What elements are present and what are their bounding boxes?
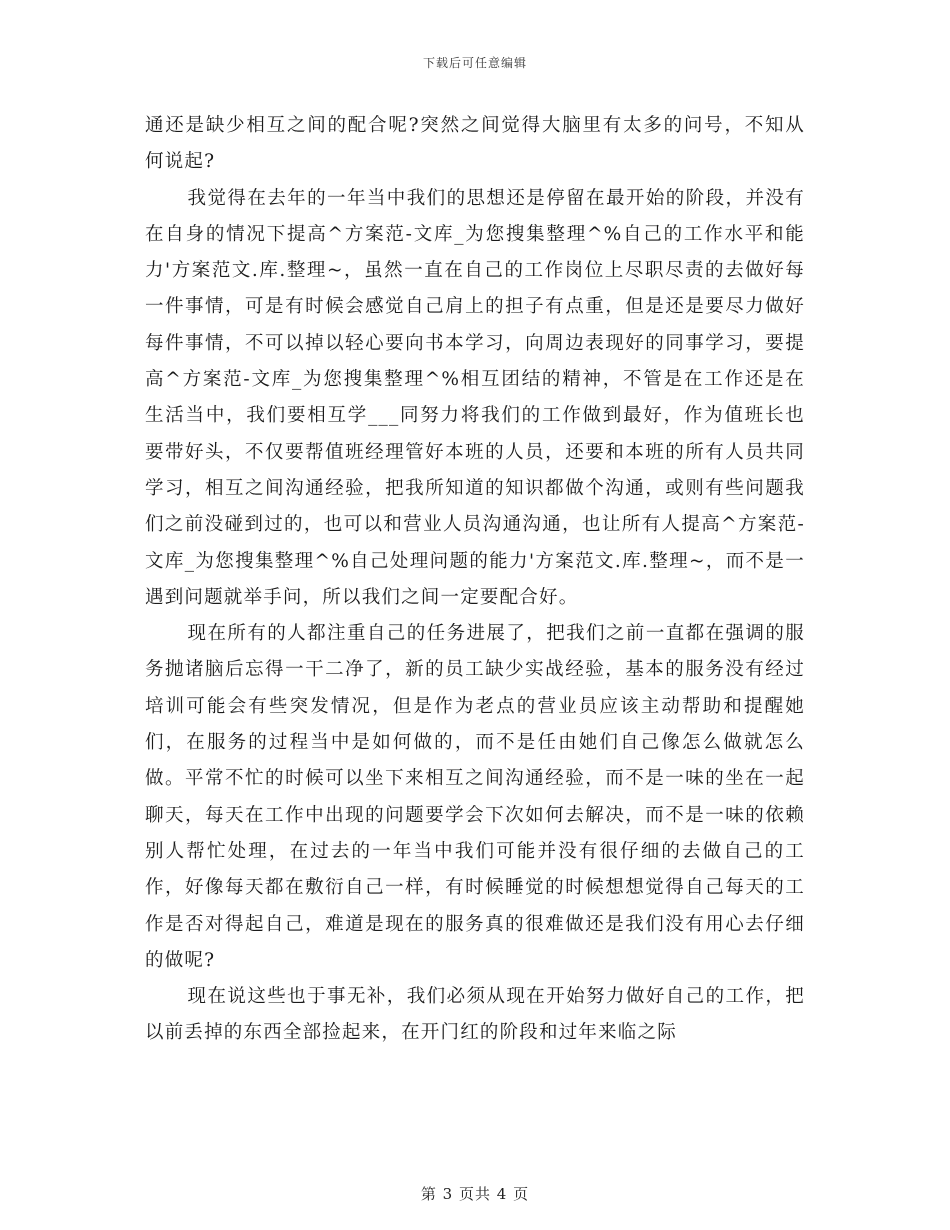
- page-header: 下载后可任意编辑: [422, 56, 527, 70]
- page-footer: 第 3 页共 4 页: [420, 1185, 530, 1203]
- paragraph-3: 现在所有的人都注重自己的任务进展了，把我们之前一直都在强调的服务抛诸脑后忘得一干二净了，新的员工缺少实战经验，基本的服务没有经过培训可能会有些突发情况，但是作为老点的营业员应该主动帮助和提醒她们，在服务的过程当中是如何做的，而不是任由她们自己像怎么做就怎么做。平常不忙的时候可以坐下来相互之间沟通经验，而不是一味的坐在一起聊天，每天在工作中出现的问题要学会下次如何去解决，而不是一味的依赖别人帮忙处理，在过去的一年当中我们可能并没有很仔细的去做自己的工作，好像每天都在敷衍自己一样，有时候睡觉的时候想想觉得自己每天的工作是否对得起自己，难道是现在的服务真的很难做还是我们没有用心去仔细的做呢?: [145, 623, 805, 971]
- paragraph-1-continued: 通还是缺少相互之间的配合呢?突然之间觉得大脑里有太多的问号，不知从何说起?: [145, 115, 805, 173]
- paragraph-4: 现在说这些也于事无补，我们必须从现在开始努力做好自己的工作，把以前丢掉的东西全部捡起来，在开门红的阶段和过年来临之际: [145, 986, 805, 1044]
- paragraph-2: 我觉得在去年的一年当中我们的思想还是停留在最开始的阶段，并没有在自身的情况下提高^方案范-文库_为您搜集整理^%自己的工作水平和能力'方案范文.库.整理~，虽然一直在自己的工作岗位上尽职尽责的去做好每一件事情，可是有时候会感觉自己肩上的担子有点重，但是还是要尽力做好每件事情，不可以掉以轻心要向书本学习，向周边表现好的同事学习，要提高^方案范-文库_为您搜集整理^%相互团结的精神，不管是在工作还是在生活当中，我们要相互学___同努力将我们的工作做到最好，作为值班长也要带好头，不仅要帮值班经理管好本班的人员，还要和本班的所有人员共同学习，相互之间沟通经验，把我所知道的知识都做个沟通，或则有些问题我们之前没碰到过的，也可以和营业人员沟通沟通，也让所有人提高^方案范-文库_为您搜集整理^%自己处理问题的能力'方案范文.库.整理~，而不是一遇到问题就举手问，所以我们之间一定要配合好。: [145, 187, 805, 608]
- document-body: [145, 108, 805, 1052]
